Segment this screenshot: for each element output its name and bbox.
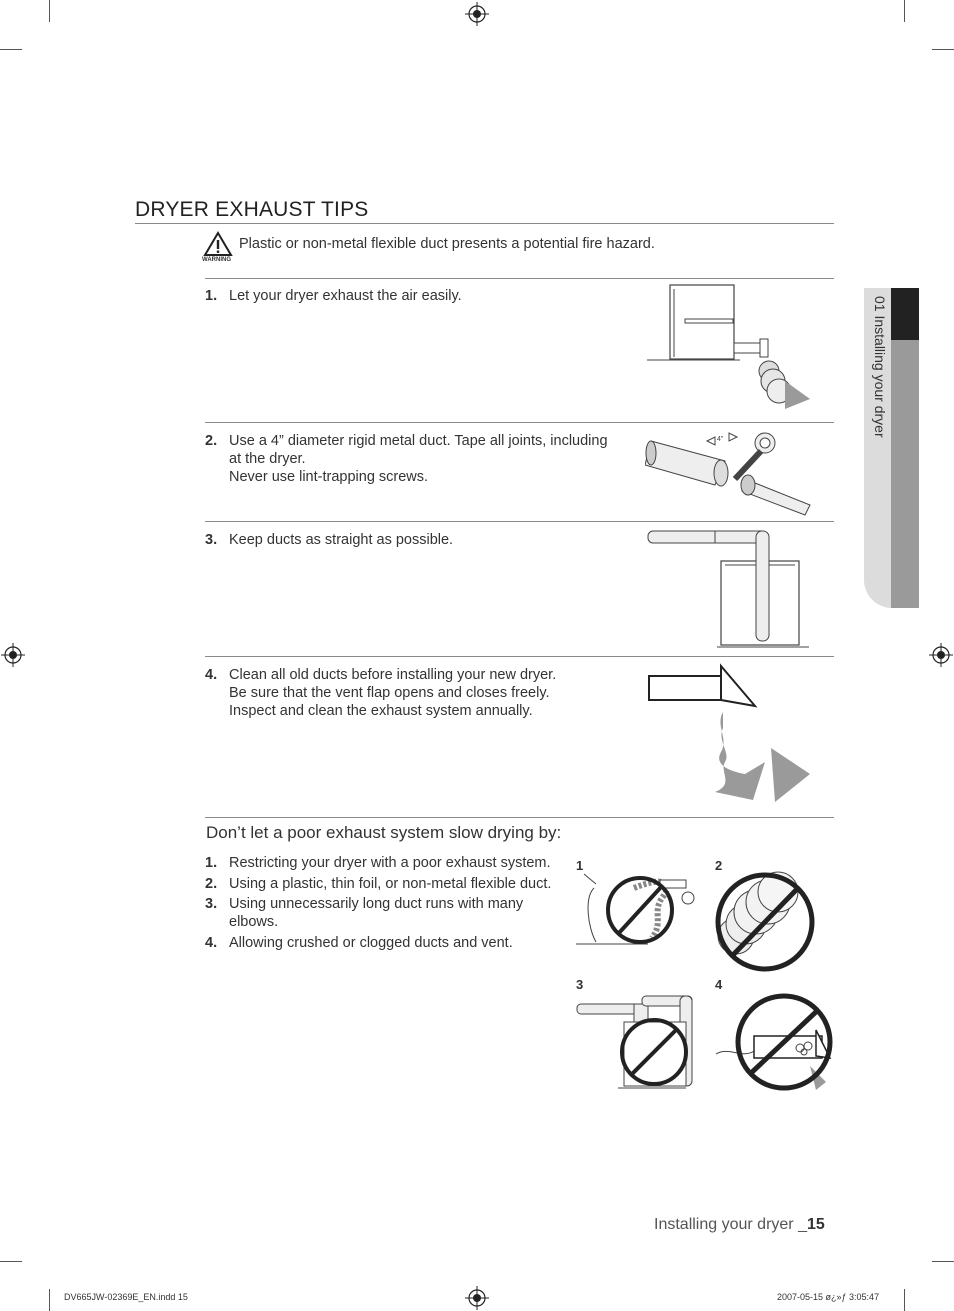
section-divider: [205, 521, 834, 522]
crop-mark: [0, 49, 22, 50]
prohibited-flexible-duct-illustration: [712, 870, 818, 974]
crop-mark: [932, 49, 954, 50]
section-divider: [205, 422, 834, 423]
step-number: 4.: [205, 667, 218, 683]
title-rule: [135, 223, 834, 224]
vent-flap-illustration: [645, 662, 815, 807]
list-number: 1.: [205, 855, 218, 871]
list-text: Using a plastic, thin foil, or non-metal flexible duct.: [229, 876, 552, 892]
figure-label: 3: [576, 977, 584, 992]
warning-label: WARNING: [202, 257, 231, 263]
list-text: Restricting your dryer with a poor exhaust system.: [229, 855, 551, 871]
page-number: 15: [806, 1216, 825, 1233]
section-divider: [205, 656, 834, 657]
step-text: at the dryer.: [229, 451, 306, 467]
step-text: Be sure that the vent flap opens and closes freely.: [229, 685, 550, 701]
crop-mark: [932, 1261, 954, 1262]
footer-section: Installing your dryer _: [654, 1216, 807, 1233]
step-text: Inspect and clean the exhaust system annually.: [229, 703, 533, 719]
crop-mark: [0, 1261, 22, 1262]
page-footer: [654, 1216, 825, 1234]
list-text: Using unnecessarily long duct runs with many: [229, 896, 524, 912]
warning-icon: [203, 231, 233, 257]
print-slug-timestamp: 2007-05-15 ø¿»ƒ 3:05:47: [777, 1292, 880, 1302]
list-text: elbows.: [229, 914, 279, 930]
prohibited-restricted-dryer-illustration: [574, 868, 704, 950]
crop-mark: [904, 1289, 905, 1311]
chapter-tab-marker: [891, 288, 919, 340]
registration-mark-icon: [465, 2, 489, 26]
figure-label: 2: [715, 858, 723, 873]
step-number: 2.: [205, 433, 218, 449]
step-text: Let your dryer exhaust the air easily.: [229, 288, 462, 304]
figure-label: 4: [715, 977, 723, 992]
list-number: 2.: [205, 876, 218, 892]
step-text: Never use lint-trapping screws.: [229, 469, 429, 485]
prohibited-long-duct-illustration: [574, 990, 704, 1092]
list-number: 3.: [205, 896, 218, 912]
registration-mark-icon: [1, 643, 25, 667]
list-text: Allowing crushed or clogged ducts and vent.: [229, 935, 513, 951]
subheading: Don’t let a poor exhaust system slow drying by:: [206, 823, 562, 842]
print-slug-file: DV665JW-02369E_EN.indd 15: [64, 1292, 188, 1302]
registration-mark-icon: [465, 1286, 489, 1310]
chapter-tab-bar: [891, 340, 919, 608]
figure-label: 1: [576, 858, 584, 873]
section-divider: [205, 278, 834, 279]
dryer-exhaust-illustration: [645, 283, 815, 413]
duct-size-label: 4": [717, 436, 724, 443]
step-text: Use a 4” diameter rigid metal duct. Tape all joints, including: [229, 433, 608, 449]
straight-duct-illustration: [645, 527, 815, 652]
rigid-duct-illustration: [645, 427, 815, 517]
step-text: Clean all old ducts before installing your new dryer.: [229, 667, 557, 683]
crop-mark: [904, 0, 905, 22]
step-text: Keep ducts as straight as possible.: [229, 532, 454, 548]
chapter-tab-label: 01 Installing your dryer: [872, 296, 888, 438]
step-number: 1.: [205, 288, 218, 304]
section-divider: [205, 817, 834, 818]
crop-mark: [49, 1289, 50, 1311]
crop-mark: [49, 0, 50, 22]
step-number: 3.: [205, 532, 218, 548]
prohibited-clogged-duct-illustration: [712, 990, 838, 1094]
registration-mark-icon: [929, 643, 953, 667]
list-number: 4.: [205, 935, 218, 951]
page-title: DRYER EXHAUST TIPS: [135, 198, 369, 221]
warning-text: Plastic or non-metal flexible duct presents a potential fire hazard.: [239, 236, 655, 252]
